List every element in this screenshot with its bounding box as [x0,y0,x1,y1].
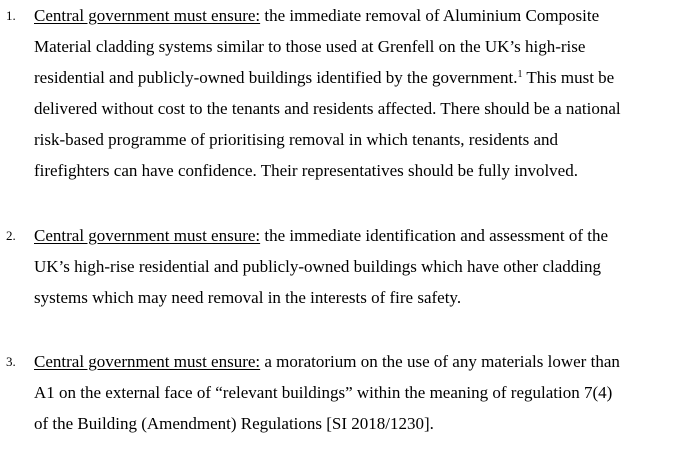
footnote-marker: 1 [517,69,523,80]
item-line: systems which may need removal in the interests of fire safety. [34,288,462,307]
item-text: residential and publicly-owned buildings identified by the government. [34,68,518,87]
item-line: of the Building (Amendment) Regulations [SI 2018/1230]. [34,414,434,433]
item-line [34,0,599,31]
item-line: Material cladding systems similar to those used at Grenfell on the UK’s high-rise [34,37,586,56]
item-text: the immediate identification and assessment of the [260,226,609,245]
item-lead: Central government must ensure: [34,6,261,25]
item-number: 1. [6,8,16,23]
item-line: delivered without cost to the tenants and residents affected. There should be a national [34,99,621,118]
item-lead: Central government must ensure: [34,226,261,245]
item-number: 3. [6,354,16,369]
item-line [34,62,614,93]
item-line: firefighters can have confidence. Their representatives should be fully involved. [34,161,578,180]
item-lead: Central government must ensure: [34,352,261,371]
item-number: 2. [6,228,16,243]
item-text: This must be [522,68,615,87]
item-text: a moratorium on the use of any materials lower than [260,352,620,371]
item-text: the immediate removal of Aluminium Composite [260,6,600,25]
item-line: A1 on the external face of “relevant buildings” within the meaning of regulation 7(4) [34,383,613,402]
item-line [34,220,608,251]
item-line [34,346,620,377]
item-line: UK’s high-rise residential and publicly-owned buildings which have other cladding [34,257,602,276]
item-line: risk-based programme of prioritising removal in which tenants, residents and [34,130,559,149]
